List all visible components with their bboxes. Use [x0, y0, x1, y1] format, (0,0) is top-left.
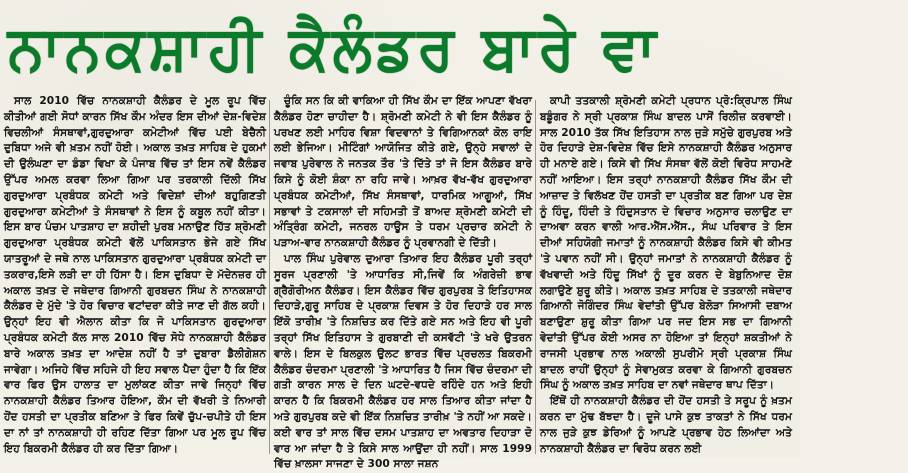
column-1 [4, 94, 266, 458]
paragraph: ਚੂੰਕਿ ਸਨ ਕਿ ਕੀ ਵਾਕਿਆ ਹੀ ਸਿੱਖ ਕੌਮ ਦਾ ਇੱਕ ਆਪਣਾ ਵੱਖਰਾ ਕੈਲੰਡਰ ਹੋਣਾ ਚਾਹੀਦਾ ਹੈ। ਸ਼੍ਰੋਮਣੀ ਕਮੇਟੀ ਨੇ ਵੀ ਇਸ ਕੈਲੰਡਰ ਨੂੰ ਪਰਖਣ ਲਈ ਮਾਹਿਰ ਵਿਸ਼ਾ ਵਿਦਵਾਨਾਂ ਤੇ ਵਿਗਿਆਨਕਾਂ ਕੋਲ ਰਾਇ ਲਈ ਭੇਜਿਆ। ਮੀਟਿੰਗਾਂ ਆਯੋਜਿਤ ਕੀਤੇ ਗਏ, ਉਨ੍ਹੇ ਸਵਾਲਾਂ ਦੇ ਜਵਾਬ ਪੁਰੇਵਾਲ ਨੇ ਜਨਤਕ ਤੌਰ 'ਤੇ ਦਿੱਤੇ ਤਾਂ ਜੋ ਇਸ ਕੈਲੰਡਰ ਬਾਰੇ ਕਿਸੇ ਨੂੰ ਕੋਈ ਸ਼ੰਕਾ ਨਾ ਰਹਿ ਜਾਵੇ। ਆਖ਼ਰ ਵੱਖ-ਵੱਖ ਗੁਰਦੁਆਰਾ ਪ੍ਰਬੰਧਕ ਕਮੇਟੀਆਂ, ਸਿੱਖ ਸੰਸਥਾਵਾਂ, ਧਾਰਮਿਕ ਆਗੂਆਂ, ਸਿੱਖ ਸਭਾਵਾਂ ਤੇ ਟਕਸਾਲਾਂ ਦੀ ਸਹਿਮਤੀ ਤੋਂ ਬਾਅਦ ਸ਼੍ਰੋਮਣੀ ਕਮੇਟੀ ਦੀ ਅੰਤ੍ਰਿੰਗ ਕਮੇਟੀ, ਜਨਰਲ ਹਾਊਸ ਤੇ ਧਰਮ ਪ੍ਰਚਾਰ ਕਮੇਟੀ ਨੇ ਪੜਾਅ-ਵਾਰ ਨਾਨਕਸ਼ਾਹੀ ਕੈਲੰਡਰ ਨੂੰ ਪ੍ਰਵਾਨਗੀ ਦੇ ਦਿੱਤੀ। [274, 95, 532, 250]
column-3 [540, 94, 792, 458]
paragraph: ਇੱਥੋਂ ਹੀ ਨਾਨਕਸ਼ਾਹੀ ਕੈਲੰਡਰ ਦੀ ਹੋਂਦ ਹਸਤੀ ਤੇ ਸਰੂਪ ਨੂੰ ਖ਼ਤਮ ਕਰਨ ਦਾ ਮੁੱਢ ਬੱਝਦਾ ਹੈ। ਦੂਜੇ ਪਾਸੇ ਕੁਝ ਤਾਕਤਾਂ ਨੇ ਸਿੱਖ ਧਰਮ ਨਾਲ ਜੁੜੇ ਕੁਝ ਡੇਰਿਆਂ ਨੂੰ ਆਪਣੇ ਪ੍ਰਭਾਵ ਹੇਠ ਲਿਆਂਦਾ ਅਤੇ ਨਾਨਕਸ਼ਾਹੀ ਕੈਲੰਡਰ ਦਾ ਵਿਰੋਧ ਕਰਨ ਲਈ [540, 395, 792, 455]
paragraph: ਪਾਲ ਸਿੰਘ ਪੁਰੇਵਾਲ ਦੁਆਰਾ ਤਿਆਰ ਇਹ ਕੈਲੰਡਰ ਪੂਰੀ ਤਰ੍ਹਾਂ ਸੂਰਜ ਪ੍ਰਣਾਲੀ 'ਤੇ ਆਧਾਰਿਤ ਸੀ,ਜਿਵੇਂ ਕਿ ਅੰਗਰੇਜ਼ੀ ਭਾਵ ਗ੍ਰੈਗੋਰੀਅਨ ਕੈਲੰਡਰ। ਇਸ ਕੈਲੰਡਰ ਵਿੱਚ ਗੁਰਪੁਰਬ ਤੇ ਇਤਿਹਾਸਕ ਦਿਹਾੜੇ,ਗੁਰੂ ਸਾਹਿਬ ਦੇ ਪ੍ਰਕਾਸ਼ ਦਿਵਸ ਤੇ ਹੋਰ ਦਿਹਾੜੇ ਹਰ ਸਾਲ ਇੱਕੋ ਤਾਰੀਖ਼ 'ਤੇ ਨਿਸ਼ਚਿਤ ਕਰ ਦਿੱਤੇ ਗਏ ਸਨ ਅਤੇ ਇਹ ਵੀ ਪੂਰੀ ਤਰ੍ਹਾਂ ਸਿੱਖ ਇਤਿਹਾਸ ਤੇ ਗੁਰਬਾਣੀ ਦੀ ਕਸਵੱਟੀ 'ਤੇ ਖਰੇ ਉਤਰਨ ਵਾਲੇ। ਇਸ ਦੇ ਬਿਲਕੁਲ ਉਲਟ ਭਾਰਤ ਵਿੱਚ ਪ੍ਰਚਲਤ ਬਿਕਰਮੀ ਕੈਲੰਡਰ ਚੰਦਰਮਾ ਪ੍ਰਣਾਲੀ 'ਤੇ ਆਧਾਰਿਤ ਹੈ ਜਿਸ ਵਿੱਚ ਚੰਦਰਮਾ ਦੀ ਗਤੀ ਕਾਰਨ ਸਾਲ ਦੇ ਦਿਨ ਘਟਦੇ-ਵਧਦੇ ਰਹਿੰਦੇ ਹਨ ਅਤੇ ਇਹੀ ਕਾਰਨ ਹੈ ਕਿ ਬਿਕਰਮੀ ਕੈਲੰਡਰ ਹਰ ਸਾਲ ਤਿਆਰ ਕੀਤਾ ਜਾਂਦਾ ਹੈ ਅਤੇ ਗੁਰਪੁਰਬ ਕਦੇ ਵੀ ਇੱਕ ਨਿਸ਼ਚਿਤ ਤਾਰੀਖ਼ 'ਤੇ ਨਹੀਂ ਆ ਸਕਦੇ। ਕਈ ਵਾਰ ਤਾਂ ਸਾਲ ਵਿੱਚ ਦਸਮ ਪਾਤਸ਼ਾਹ ਦਾ ਅਵਤਾਰ ਦਿਹਾੜਾ ਦੋ ਵਾਰ ਆ ਜਾਂਦਾ ਹੈ ਤੇ ਕਿਸੇ ਸਾਲ ਆਉਂਦਾ ਹੀ ਨਹੀਂ। ਸਾਲ 1999 ਵਿੱਚ ਖ਼ਾਲਸਾ ਸਾਜਣਾ ਦੇ 300 ਸਾਲਾ ਜਸ਼ਨ [274, 252, 532, 471]
article-body [4, 94, 796, 471]
paragraph: ਕਾਪੀ ਤਤਕਾਲੀ ਸ਼੍ਰੋਮਣੀ ਕਮੇਟੀ ਪ੍ਰਧਾਨ ਪ੍ਰੋ:ਕ੍ਰਿਪਾਲ ਸਿੰਘ ਬਡੂੰਗਰ ਨੇ ਸ੍ਰੀ ਪ੍ਰਕਾਸ਼ ਸਿੰਘ ਬਾਦਲ ਪਾਸੋਂ ਰਿਲੀਜ਼ ਕਰਵਾਈ। ਸਾਲ 2010 ਤੱਕ ਸਿੱਖ ਇਤਿਹਾਸ ਨਾਲ ਜੁੜੇ ਸਮੁੱਚੇ ਗੁਰਪੁਰਬ ਅਤੇ ਹੋਰ ਦਿਹਾੜੇ ਦੇਸ਼-ਵਿਦੇਸ਼ ਵਿੱਚ ਇਸੇ ਨਾਨਕਸ਼ਾਹੀ ਕੈਲੰਡਰ ਅਨੁਸਾਰ ਹੀ ਮਨਾਏ ਗਏ। ਕਿਸੇ ਵੀ ਸਿੱਖ ਸੰਸਥਾ ਵੱਲੋਂ ਕੋਈ ਵਿਰੋਧ ਸਾਹਮਣੇ ਨਹੀਂ ਆਇਆ। ਇਸ ਤਰ੍ਹਾਂ ਨਾਨਕਸ਼ਾਹੀ ਕੈਲੰਡਰ ਸਿੱਖ ਕੌਮ ਦੀ ਆਜ਼ਾਦ ਤੇ ਵਿਲੱਖਣ ਹੋਂਦ ਹਸਤੀ ਦਾ ਪ੍ਰਤੀਕ ਬਣ ਗਿਆ ਪਰ ਦੇਸ਼ ਨੂੰ ਹਿੰਦੂ, ਹਿੰਦੀ ਤੇ ਹਿੰਦੁਸਤਾਨ ਦੇ ਵਿਚਾਰ ਅਨੁਸਾਰ ਚਲਾਉਣ ਦਾ ਦਾਅਵਾ ਕਰਨ ਵਾਲੀ ਆਰ.ਐੱਸ.ਐੱਸ., ਸੰਘ ਪਰਿਵਾਰ ਤੇ ਇਸ ਦੀਆਂ ਸਹਿਯੋਗੀ ਜਮਾਤਾਂ ਨੂੰ ਨਾਨਕਸ਼ਾਹੀ ਕੈਲੰਡਰ ਕਿਸੇ ਵੀ ਕੀਮਤ 'ਤੇ ਪਵਾਨ ਨਹੀਂ ਸੀ। ਉਨ੍ਹਾਂ ਜਮਾਤਾਂ ਨੇ ਨਾਨਕਸ਼ਾਹੀ ਕੈਲੰਡਰ ਨੂੰ ਵੱਖਵਾਦੀ ਅਤੇ ਹਿੰਦੂ ਸਿੱਖਾਂ ਨੂੰ ਦੂਰ ਕਰਨ ਦੇ ਬੇਬੁਨਿਆਦ ਦੋਸ਼ ਲਗਾਉਣੇ ਸ਼ੁਰੂ ਕੀਤੇ। ਅਕਾਲ ਤਖ਼ਤ ਸਾਹਿਬ ਦੇ ਤਤਕਾਲੀ ਜਥੇਦਾਰ ਗਿਆਨੀ ਜੋਗਿੰਦਰ ਸਿੰਘ ਵੇਦਾਂਤੀ ਉੱਪਰ ਬੇਲੋੜਾ ਸਿਆਸੀ ਦਬਾਅ ਬਣਾਉਣਾ ਸ਼ੁਰੂ ਕੀਤਾ ਗਿਆ ਪਰ ਜਦ ਇਸ ਸਭ ਦਾ ਗਿਆਨੀ ਵੇਦਾਂਤੀ ਉੱਪਰ ਕੋਈ ਅਸਰ ਨਾ ਹੋਇਆ ਤਾਂ ਇਨ੍ਹਾਂ ਸ਼ਕਤੀਆਂ ਨੇ ਰਾਜਸੀ ਪ੍ਰਭਾਵ ਨਾਲ ਅਕਾਲੀ ਸੁਪਰੀਮੋ ਸ੍ਰੀ ਪ੍ਰਕਾਸ਼ ਸਿੰਘ ਬਾਦਲ ਰਾਹੀਂ ਉਨ੍ਹਾਂ ਨੂੰ ਸੇਵਾਮੁਕਤ ਕਰਵਾ ਕੇ ਗਿਆਨੀ ਗੁਰਬਚਨ ਸਿੰਘ ਨੂੰ ਅਕਾਲ ਤਖ਼ਤ ਸਾਹਿਬ ਦਾ ਨਵਾਂ ਜਥੇਦਾਰ ਥਾਪ ਦਿੱਤਾ। [540, 95, 792, 392]
column-2 [274, 94, 532, 471]
headline: ਨਾਨਕਸ਼ਾਹੀ ਕੈਲੰਡਰ ਬਾਰੇ ਵਾ [8, 12, 660, 84]
paragraph: ਸਾਲ 2010 ਵਿੱਚ ਨਾਨਕਸ਼ਾਹੀ ਕੈਲੰਡਰ ਦੇ ਮੂਲ ਰੂਪ ਵਿੱਚ ਕੀਤੀਆਂ ਗਈ ਸੋਧਾਂ ਕਾਰਨ ਸਿੱਖ ਕੌਮ ਅੰਦਰ ਇਸ ਦੀਆਂ ਦੇਸ਼-ਵਿਦੇਸ਼ ਵਿਚਲੀਆਂ ਸੰਸਥਾਵਾਂ,ਗੁਰਦੁਆਰਾ ਕਮੇਟੀਆਂ ਵਿੱਚ ਪਈ ਬੇਚੈਨੀ ਦੁਬਿਧਾ ਅਜੇ ਵੀ ਖ਼ਤਮ ਨਹੀਂ ਹੋਈ। ਅਕਾਲ ਤਖ਼ਤ ਸਾਹਿਬ ਦੇ ਹੁਕਮਾਂ ਦੀ ਉਲੰਘਣਾ ਦਾ ਡੰਡਾ ਵਿਖਾ ਕੇ ਪੰਜਾਬ ਵਿੱਚ ਤਾਂ ਇਸ ਨਵੇਂ ਕੈਲੰਡਰ ਉੱਪਰ ਅਮਲ ਕਰਵਾ ਲਿਆ ਗਿਆ ਪਰ ਤਰਕਾਲੀ ਦਿੱਲੀ ਸਿੱਖ ਗੁਰਦੁਆਰਾ ਪ੍ਰਬੰਧਕ ਕਮੇਟੀ ਅਤੇ ਵਿਦੇਸ਼ਾਂ ਦੀਆਂ ਬਹੁਗਿਣਤੀ ਗੁਰਦੁਆਰਾ ਕਮੇਟੀਆਂ ਤੇ ਸੰਸਥਾਵਾਂ ਨੇ ਇਸ ਨੂੰ ਕਬੂਲ ਨਹੀਂ ਕੀਤਾ। ਇਸ ਬਾਰ ਪੰਚਮ ਪਾਤਸ਼ਾਹ ਦਾ ਸ਼ਹੀਦੀ ਪੁਰਬ ਮਨਾਉਣ ਹਿੱਤ ਸ਼੍ਰੋਮਣੀ ਗੁਰਦੁਆਰਾ ਪ੍ਰਬੰਧਕ ਕਮੇਟੀ ਵੱਲੋਂ ਪਾਕਿਸਤਾਨ ਭੇਜੇ ਗਏ ਸਿੱਖ ਯਾਤਰੂਆਂ ਦੇ ਜਥੇ ਨਾਲ ਪਾਕਿਸਤਾਨ ਗੁਰਦੁਆਰਾ ਪ੍ਰਬੰਧਕ ਕਮੇਟੀ ਦਾ ਤਕਰਾਰ,ਇਸੇ ਲੜੀ ਦਾ ਹੀ ਹਿੱਸਾ ਹੈ। ਇਸ ਦੁਬਿਧਾ ਦੇ ਮੱਦੇਨਜ਼ਰ ਹੀ ਅਕਾਲ ਤਖ਼ਤ ਦੇ ਜਥੇਦਾਰ ਗਿਆਨੀ ਗੁਰਬਚਨ ਸਿੰਘ ਨੇ ਨਾਨਕਸ਼ਾਹੀ ਕੈਲੰਡਰ ਦੇ ਮੁੱਦੇ 'ਤੇ ਹੋਰ ਵਿਚਾਰ ਵਟਾਂਦਰਾ ਕੀਤੇ ਜਾਣ ਦੀ ਗੱਲ ਕਹੀ। ਉਨ੍ਹਾਂ ਇਹ ਵੀ ਐਲਾਨ ਕੀਤਾ ਕਿ ਜੋ ਪਾਕਿਸਤਾਨ ਗੁਰਦੁਆਰਾ ਪ੍ਰਬੰਧਕ ਕਮੇਟੀ ਕੱਲ ਸਾਲ 2010 ਵਿੱਚ ਸੋਧੇ ਨਾਨਕਸ਼ਾਹੀ ਕੈਲੰਡਰ ਬਾਰੇ ਅਕਾਲ ਤਖ਼ਤ ਦਾ ਆਦੇਸ਼ ਨਹੀਂ ਹੈ ਤਾਂ ਦੁਬਾਰਾ ਡੈਲੀਗੇਸ਼ਨ ਜਾਵੇਗਾ। ਅਜਿਹੇ ਵਿੱਚ ਸਹਿਜੇ ਹੀ ਇਹ ਸਵਾਲ ਪੈਦਾ ਹੁੰਦਾ ਹੈ ਕਿ ਇੱਕ ਵਾਰ ਫਿਰ ਉਸ ਹਾਲਾਤ ਦਾ ਮੁਲਾਂਕਣ ਕੀਤਾ ਜਾਵੇ ਜਿਨ੍ਹਾਂ ਵਿੱਚ ਨਾਨਕਸ਼ਾਹੀ ਕੈਲੰਡਰ ਤਿਆਰ ਹੋਇਆ, ਕੌਮ ਦੀ ਵੱਖਰੀ ਤੇ ਨਿਆਰੀ ਹੋਂਦ ਹਸਤੀ ਦਾ ਪ੍ਰਤੀਕ ਬਣਿਆ ਤੇ ਫਿਰ ਕਿਵੇਂ ਚੁੱਪ-ਚਪੀਤੇ ਹੀ ਇਸ ਦਾ ਨਾਂ ਤਾਂ ਨਾਨਕਸ਼ਾਹੀ ਹੀ ਰਹਿਣ ਦਿੱਤਾ ਗਿਆ ਪਰ ਮੂਲ ਰੂਪ ਵਿੱਚ ਇਹ ਬਿਕਰਮੀ ਕੈਲੰਡਰ ਹੀ ਕਰ ਦਿੱਤਾ ਗਿਆ। [4, 95, 266, 455]
